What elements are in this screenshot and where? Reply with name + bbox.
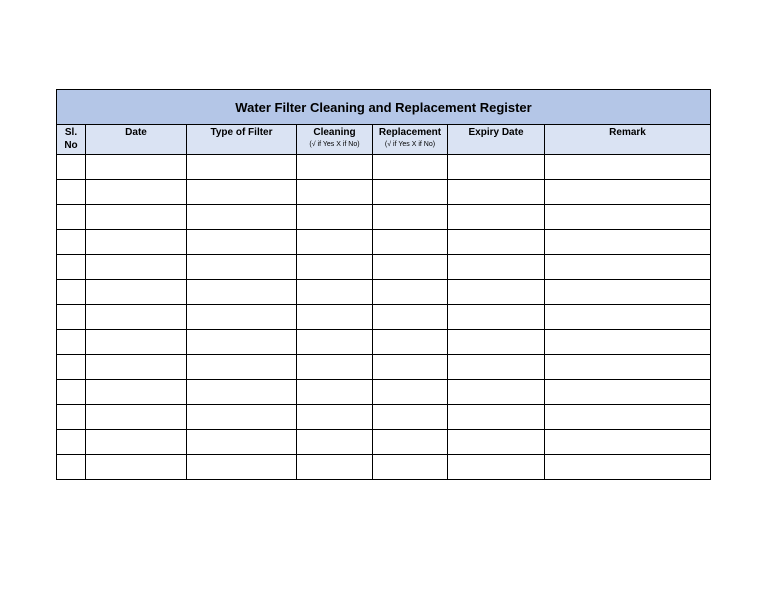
table-row (57, 180, 711, 205)
table-cell (448, 230, 545, 255)
table-cell (86, 405, 187, 430)
table-cell (297, 155, 373, 180)
table-cell (297, 180, 373, 205)
table-cell (448, 430, 545, 455)
header-replacement-label: Replacement (378, 127, 442, 138)
table-row (57, 155, 711, 180)
table-cell (448, 405, 545, 430)
table-cell (57, 230, 86, 255)
table-cell (545, 280, 711, 305)
table-cell (86, 355, 187, 380)
table-cell (86, 255, 187, 280)
table-cell (57, 280, 86, 305)
table-cell (187, 330, 297, 355)
table-row (57, 280, 711, 305)
table-cell (448, 330, 545, 355)
table-row (57, 255, 711, 280)
table-row (57, 380, 711, 405)
table-cell (373, 405, 448, 430)
header-remark (545, 125, 711, 155)
table-cell (187, 155, 297, 180)
table-cell (373, 355, 448, 380)
table-cell (297, 405, 373, 430)
table-cell (297, 430, 373, 455)
table-cell (57, 330, 86, 355)
table-row (57, 305, 711, 330)
table-cell (297, 455, 373, 480)
table-row (57, 430, 711, 455)
table-cell (373, 255, 448, 280)
register-table (56, 89, 711, 480)
header-type-of-filter-label: Type of Filter (210, 127, 273, 138)
table-cell (448, 180, 545, 205)
header-remark-label: Remark (609, 127, 646, 138)
header-cleaning-note: (√ if Yes X if No) (309, 141, 360, 148)
title-row (57, 90, 711, 125)
table-cell (448, 255, 545, 280)
table-cell (545, 205, 711, 230)
table-cell (57, 355, 86, 380)
table-cell (86, 180, 187, 205)
table-cell (448, 305, 545, 330)
table-cell (57, 405, 86, 430)
table-row (57, 355, 711, 380)
table-cell (86, 430, 187, 455)
table-cell (545, 455, 711, 480)
table-cell (297, 330, 373, 355)
table-cell (373, 305, 448, 330)
table-cell (57, 155, 86, 180)
table-cell (187, 430, 297, 455)
table-cell (57, 380, 86, 405)
table-cell (57, 430, 86, 455)
table-cell (373, 430, 448, 455)
table-cell (297, 355, 373, 380)
table-cell (545, 405, 711, 430)
table-cell (545, 430, 711, 455)
table-cell (57, 305, 86, 330)
table-cell (187, 380, 297, 405)
table-cell (187, 405, 297, 430)
table-cell (57, 255, 86, 280)
table-cell (187, 280, 297, 305)
header-cleaning-label: Cleaning (313, 127, 356, 138)
table-cell (187, 455, 297, 480)
table-cell (297, 255, 373, 280)
table-cell (373, 380, 448, 405)
header-expiry-date (448, 125, 545, 155)
table-cell (86, 330, 187, 355)
table-cell (187, 355, 297, 380)
table-cell (545, 355, 711, 380)
table-cell (187, 205, 297, 230)
table-cell (297, 230, 373, 255)
register-body (57, 155, 711, 480)
table-cell (57, 180, 86, 205)
table-cell (57, 205, 86, 230)
table-row (57, 230, 711, 255)
table-cell (86, 455, 187, 480)
table-cell (86, 380, 187, 405)
table-cell (57, 455, 86, 480)
header-expiry-date-label: Expiry Date (468, 127, 524, 138)
table-cell (373, 205, 448, 230)
table-cell (448, 155, 545, 180)
table-cell (373, 230, 448, 255)
header-date (86, 125, 187, 155)
header-date-label: Date (125, 127, 147, 138)
table-cell (448, 380, 545, 405)
table-cell (545, 330, 711, 355)
header-sl-no (57, 125, 86, 155)
header-replacement-note: (√ if Yes X if No) (384, 141, 436, 148)
table-cell (545, 230, 711, 255)
table-row (57, 205, 711, 230)
table-cell (86, 205, 187, 230)
table-row (57, 330, 711, 355)
table-row (57, 405, 711, 430)
table-cell (86, 230, 187, 255)
table-cell (86, 305, 187, 330)
table-cell (297, 205, 373, 230)
table-cell (187, 230, 297, 255)
table-cell (373, 455, 448, 480)
table-cell (297, 280, 373, 305)
table-cell (187, 255, 297, 280)
header-type-of-filter (187, 125, 297, 155)
table-cell (187, 180, 297, 205)
table-cell (373, 155, 448, 180)
table-cell (86, 155, 187, 180)
table-cell (297, 305, 373, 330)
table-cell (448, 355, 545, 380)
register-title: Water Filter Cleaning and Replacement Register (57, 90, 711, 125)
header-replacement (373, 125, 448, 155)
table-cell (448, 455, 545, 480)
table-cell (373, 330, 448, 355)
table-cell (545, 155, 711, 180)
table-cell (448, 280, 545, 305)
header-row (57, 125, 711, 155)
table-cell (86, 280, 187, 305)
table-cell (545, 180, 711, 205)
table-cell (545, 380, 711, 405)
header-sl-no-label: Sl. No (64, 127, 78, 151)
table-cell (373, 280, 448, 305)
table-cell (297, 380, 373, 405)
table-cell (545, 305, 711, 330)
table-row (57, 455, 711, 480)
table-cell (448, 205, 545, 230)
header-cleaning (297, 125, 373, 155)
table-cell (373, 180, 448, 205)
table-cell (187, 305, 297, 330)
table-cell (545, 255, 711, 280)
